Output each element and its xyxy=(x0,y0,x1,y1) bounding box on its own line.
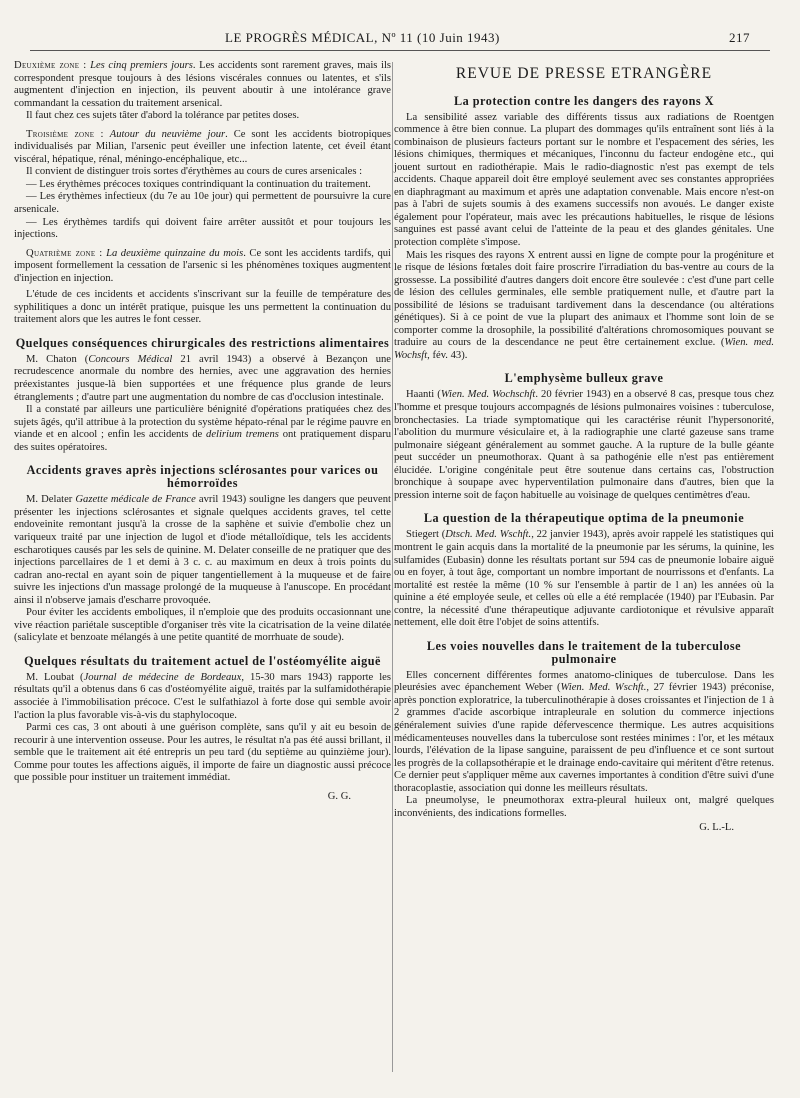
paragraph: Deuxième zone : Les cinq premiers jours. Les accidents sont rarement graves, mais ils correspondent presque toujours à des lésions viscérales connues ou latentes, et s'ils augmentent d'injection en injection, ils peuvent aboutir à une intolérance grave commandant la cessation du traitement arsenical. xyxy=(14,60,392,109)
paragraph: La pneumolyse, le pneumothorax extra-pleural huileux ont, malgré quelques inconvénients, des indications formelles. xyxy=(394,795,774,819)
left-column xyxy=(14,60,391,803)
section-title: REVUE DE PRESSE ETRANGÈRE xyxy=(455,65,713,82)
paragraph: Mais les risques des rayons X entrent aussi en ligne de compte pour la progéniture et le risque de lésions fœtales doit faire proscrire l'irradiation du bas-ventre au cours de la grossesse. La possibilité d'autres dangers doit encore être soulevée : c'est d'une part celle de lésion des cellules germinales, elle semble pratiquement nulle, et d'autre part la possibilité de lésions se traduisant tardivement dans la descendance (ou altérations génétiques). Si à ce point de vue la plupart des animaux et l'homme sont loin de se comporter comme la drosophile, la possibilité d'altérations chromosomiques pouvant se traduire au cours de la descendance ne peut être certainement exclue. (Wien. med. Wochsft, fév. 43). xyxy=(394,249,774,361)
paragraph: Il a constaté par ailleurs une particulière bénignité d'opérations pratiquées chez des sujets âgés, qu'il attribue à la protection du système hépato-rénal par le régime pauvre en viande et en alcool ; enfin les accidents de delirium tremens ont pratiquement disparu des suites opératoires. xyxy=(14,404,391,453)
paragraph: Elles concernent différentes formes anatomo-cliniques de tuberculose. Dans les pleurésies avec épanchement Weber (Wien. Med. Wschft., 27 février 1943) préconise, après ponction exploratrice, la tuberculinothérapie à doses croissantes et l'injection de 1 à 2 grammes d'acide ascorbique intrapleurale en solution du commerce injections généralement suivies d'une rapide défervescence thermique. Les autres acquisitions médicamenteuses nouvelles dans la tuberculose sont restées minimes : l'or, et les métaux lourds, l'élévation de la lipase sanguine, paraissent de peu d'influence et ce sont surtout les progrès de la collapsothérapie et le drainage endo-cavitaire qui méritent d'être retenus. Ce dernier peut s'appliquer même aux cavernes importantes à condition d'être suivi d'une thoracoplastie, association qui donne les meilleurs résultats. xyxy=(394,669,774,794)
paragraph: Stiegert (Dtsch. Med. Wschft., 22 janvier 1943), après avoir rappelé les statistiques qui montrent le gain acquis dans la mortalité de la pneumonie par les sérums, la quinine, les sulfamides (Eubasin) donne les résultats portant sur 594 cas de pneumonie lobaire aiguë ou en foyer, à tout âge, comportant un nombre important de nourrissons et d'enfants. La mortalité est restée la même (10 % sur l'ensemble à partir de l an) les années où la quinine a été employée seule, et celles où elle a été remplacée (1940) par l'Eubasin. Par contre, la nécessité d'une thérapeutique adjuvante cardiotonique et révulsive apparaît nettement, elle doit être l'objet de soins attentifs. xyxy=(394,529,774,629)
article-heading: La question de la thérapeutique optima de la pneumonie xyxy=(423,511,745,526)
article-heading: L'emphysème bulleux grave xyxy=(504,371,664,386)
section-heading: Quelques conséquences chirurgicales des restrictions alimentaires xyxy=(15,335,390,350)
paragraph: Troisième zone : Autour du neuvième jour. Ce sont les accidents biotropiques individualisés par Milian, l'arsenic peut éveiller une infection latente, cet éveil étant viscéral, hépatique, rénal, méningo-encéphalique, etc... xyxy=(14,128,392,165)
paragraph: Il faut chez ces sujets tâter d'abord la tolérance par petites doses. xyxy=(26,110,300,122)
signature: G. L.-L. xyxy=(699,822,734,834)
article-heading: La protection contre les dangers des rayons X xyxy=(453,93,715,108)
paragraph: Pour éviter les accidents emboliques, il n'emploie que des produits occasionnant une vive réaction pariétale susceptible d'organiser très vite la cicatrisation de la veine dilatée (salicylate et benzoate mélangés à une petite quantité de morrhuate de soude). xyxy=(14,607,391,644)
paragraph: Il convient de distinguer trois sortes d'érythèmes au cours de cures arsenicales : xyxy=(26,166,363,178)
signature: G. G. xyxy=(327,790,351,802)
paragraph: — Les érythèmes infectieux (du 7e au 10e jour) qui permettent de poursuivre la cure arsenicale. xyxy=(14,191,391,216)
paragraph: M. Delater Gazette médicale de France avril 1943) souligne les dangers que peuvent présenter les injections sclérosantes et signale quelques accidents graves, tel cette endoveinite remontant jusqu'à la crosse de la saphène et suivie d'embolie chez un variqueux traité par une injection de lugol et d'iode métalloïdique, tels les accidents escharotiques causés par les sels de quinine. M. Delater conseille de ne pratiquer que des injections parcellaires de 1 et demi à 3 c. c. au maximum en deux à trois points du cadran ano-rectal en ayant soin de piquer tangentiellement à la muqueuse et de faire suivre les injections d'un massage prolongé de la muqueuse à l'anuscope. En procédant ainsi il n'observe jamais d'escharre provoquée. xyxy=(14,494,391,606)
paragraph: M. Loubat (Journal de médecine de Bordeaux, 15-30 mars 1943) rapporte les résultats qu'il a obtenus dans 6 cas d'ostéomyélite aiguë, traités par la sulfamidothérapie associée à l'immobilisation précoce. C'est le sulfathiazol à forte dose qui semble avoir l'action la plus favorable vis-à-vis du staphylocoque. xyxy=(14,671,391,721)
paragraph: La sensibilité assez variable des différents tissus aux radiations de Roentgen commence à être bien connue. La plupart des dommages qu'ils entraînent sont liés à la combinaison de plusieurs facteurs portant sur le nombre et l'espacement des séries, les lésions chimiques, thermiques et mécaniques, l'inconnu du facteur endogène etc., qui jouent surtout en radiothérapie. Mais le radio-diagnostic n'est pas exempt de tels accidents. Chaque appareil doit être employé seulement avec ses constantes appropriées en diaphragmant au maximum et après une adaptation convenable. Mais encore n'est-on pas à l'abri de sujets soumis à des examens successifs non avoués. Le danger existe également pour l'opérateur, mais avec les précautions habituelles, le risque de lésions sanguines est passé avant celui de l'atteinte de la peau et des glandes génitales. Une protection complète s'impose. xyxy=(394,111,774,249)
paragraph: — Les érythèmes précoces toxiques contrindiquant la continuation du traitement. xyxy=(26,178,371,190)
paragraph: M. Chaton (Concours Médical 21 avril 1943) a observé à Bezançon une recrudescence anormale du nombre des hernies, avec une aggravation des hernies préexistantes jusque-là bien supportées et une fréquence plus grande de leurs étranglements ; d'autre part une augmentation du nombre de cas d'occlusion intestinale. xyxy=(14,353,391,403)
column-divider xyxy=(392,62,393,1072)
paragraph: Haanti (Wien. Med. Wochschft. 20 février 1943) en a observé 8 cas, presque tous chez l'homme et presque toujours accompagnés de lésions pulmonaires voisines : tuberculose, bronchectasies. La triade symptomatique qui les caractérise réunit l'hypersonorité, l'abolition du murmure vésiculaire et, à la radiographie une clarté gazeuse sans trame pulmonaire siégeant généralement au sommet gauche. A la rupture de la bulle géante peut succéder un pneumothorax. Quant à sa pathogénie elle n'est pas entièrement élucidée. L'origine congénitale peut être soutenue dans certains cas, l'obstruction bronchique à soupape avec hyperventilation pulmonaire dans d'autres, bien que la pression interne soit de façon habituelle au voisinage de quelques centimètres d'eau. xyxy=(394,389,774,501)
paragraph: L'étude de ces incidents et accidents s'inscrivant sur la feuille de température des syphilitiques a donc un intérêt pratique, puisque les uns permettent la continuation du traitement alors que les autres le font cesser. xyxy=(14,289,391,326)
paragraph: Quatrième zone : La deuxième quinzaine du mois. Ce sont les accidents tardifs, qui imposent formellement la cessation de l'arsenic si les phénomènes toxiques augmentent d'injection en injection. xyxy=(14,247,391,284)
paragraph: Parmi ces cas, 3 ont abouti à une guérison complète, sans qu'il y ait eu besoin de recourir à une intervention osseuse. Pour les autres, le résultat n'a pas été aussi brillant, il semble que le traitement ait été entrepris un peu tard (du septième au quinzième jour). Comme pour toutes les affections aiguës, il importe de faire un diagnostic aussi précoce que possible pour instituer un traitement immédiat. xyxy=(14,722,391,784)
paragraph: — Les érythèmes tardifs qui doivent faire arrêter aussitôt et pour toujours les injections. xyxy=(14,216,391,241)
page-number: 217 xyxy=(729,30,750,45)
article-heading: Les voies nouvelles dans le traitement de la tuberculose pulmonaire xyxy=(426,638,742,666)
section-heading: Quelques résultats du traitement actuel de l'ostéomyélite aiguë xyxy=(24,653,381,668)
running-title: LE PROGRÈS MÉDICAL, Nº 11 (10 Juin 1943) xyxy=(225,30,500,45)
header-rule xyxy=(30,50,770,51)
section-heading: Accidents graves après injections sclérosantes pour varices ou hémorroïdes xyxy=(26,463,379,491)
right-column xyxy=(394,60,774,835)
page-header xyxy=(30,30,770,48)
